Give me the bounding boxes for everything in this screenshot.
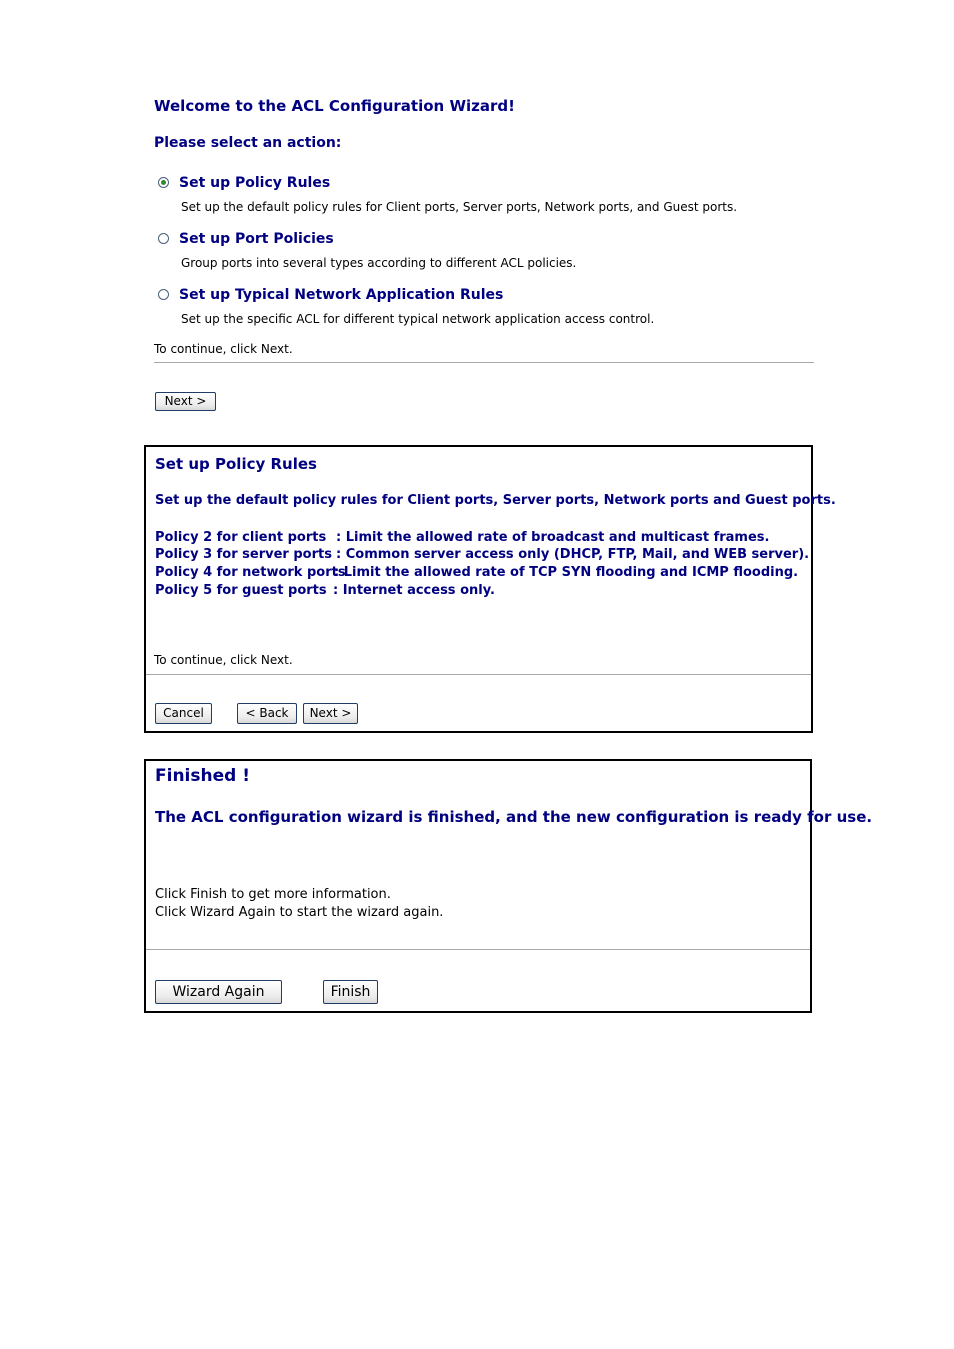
policy-row — [155, 564, 805, 582]
option-label[interactable]: Set up Policy Rules — [179, 175, 331, 191]
policy-row — [155, 529, 805, 547]
divider — [146, 674, 811, 676]
next-button[interactable]: Next > — [303, 703, 358, 724]
radio-unselected-icon[interactable] — [158, 289, 169, 300]
welcome-section — [154, 96, 814, 408]
wizard-again-info-text: Click Wizard Again to start the wizard again. — [155, 905, 444, 920]
finished-panel — [144, 759, 873, 1013]
continue-hint: To continue, click Next. — [154, 653, 293, 667]
policy-description: : Internet access only. — [333, 583, 495, 598]
panel-title: Set up Policy Rules — [155, 455, 317, 473]
continue-hint: To continue, click Next. — [154, 342, 293, 356]
divider — [154, 362, 814, 364]
policy-name: Policy 3 for server ports — [155, 547, 332, 562]
wizard-title: Welcome to the ACL Configuration Wizard! — [154, 97, 515, 115]
policy-rules-panel — [144, 445, 836, 733]
divider — [146, 949, 810, 951]
radio-unselected-icon[interactable] — [158, 233, 169, 244]
policy-name: Policy 2 for client ports — [155, 530, 327, 545]
finish-info-text: Click Finish to get more information. — [155, 887, 391, 902]
policy-description: : Limit the allowed rate of TCP SYN flooding and ICMP flooding. — [334, 565, 799, 580]
finish-button[interactable]: Finish — [323, 980, 378, 1004]
policy-name: Policy 4 for network ports — [155, 565, 346, 580]
option-label[interactable]: Set up Port Policies — [179, 231, 334, 247]
finished-title: Finished ! — [155, 766, 250, 786]
action-prompt: Please select an action: — [154, 135, 342, 151]
panel-subtitle: Set up the default policy rules for Client ports, Server ports, Network ports and Guest ports. — [155, 493, 836, 508]
finished-message: The ACL configuration wizard is finished, and the new configuration is ready for use. — [155, 808, 873, 826]
wizard-again-button[interactable]: Wizard Again — [155, 980, 282, 1004]
option-description: Set up the specific ACL for different typical network application access control. — [181, 312, 655, 326]
back-button[interactable]: < Back — [237, 703, 297, 724]
policy-row — [155, 582, 805, 600]
policy-name: Policy 5 for guest ports — [155, 583, 327, 598]
radio-selected-icon[interactable] — [158, 177, 169, 188]
policy-row — [155, 546, 810, 564]
next-button[interactable]: Next > — [155, 392, 216, 411]
option-description: Set up the default policy rules for Client ports, Server ports, Network ports, and Guest ports. — [181, 200, 738, 214]
policy-description: : Limit the allowed rate of broadcast and multicast frames. — [336, 530, 770, 545]
option-description: Group ports into several types according to different ACL policies. — [181, 256, 577, 270]
policy-description: : Common server access only (DHCP, FTP, Mail, and WEB server). — [336, 547, 810, 562]
cancel-button[interactable]: Cancel — [155, 703, 212, 724]
option-label[interactable]: Set up Typical Network Application Rules — [179, 287, 504, 303]
